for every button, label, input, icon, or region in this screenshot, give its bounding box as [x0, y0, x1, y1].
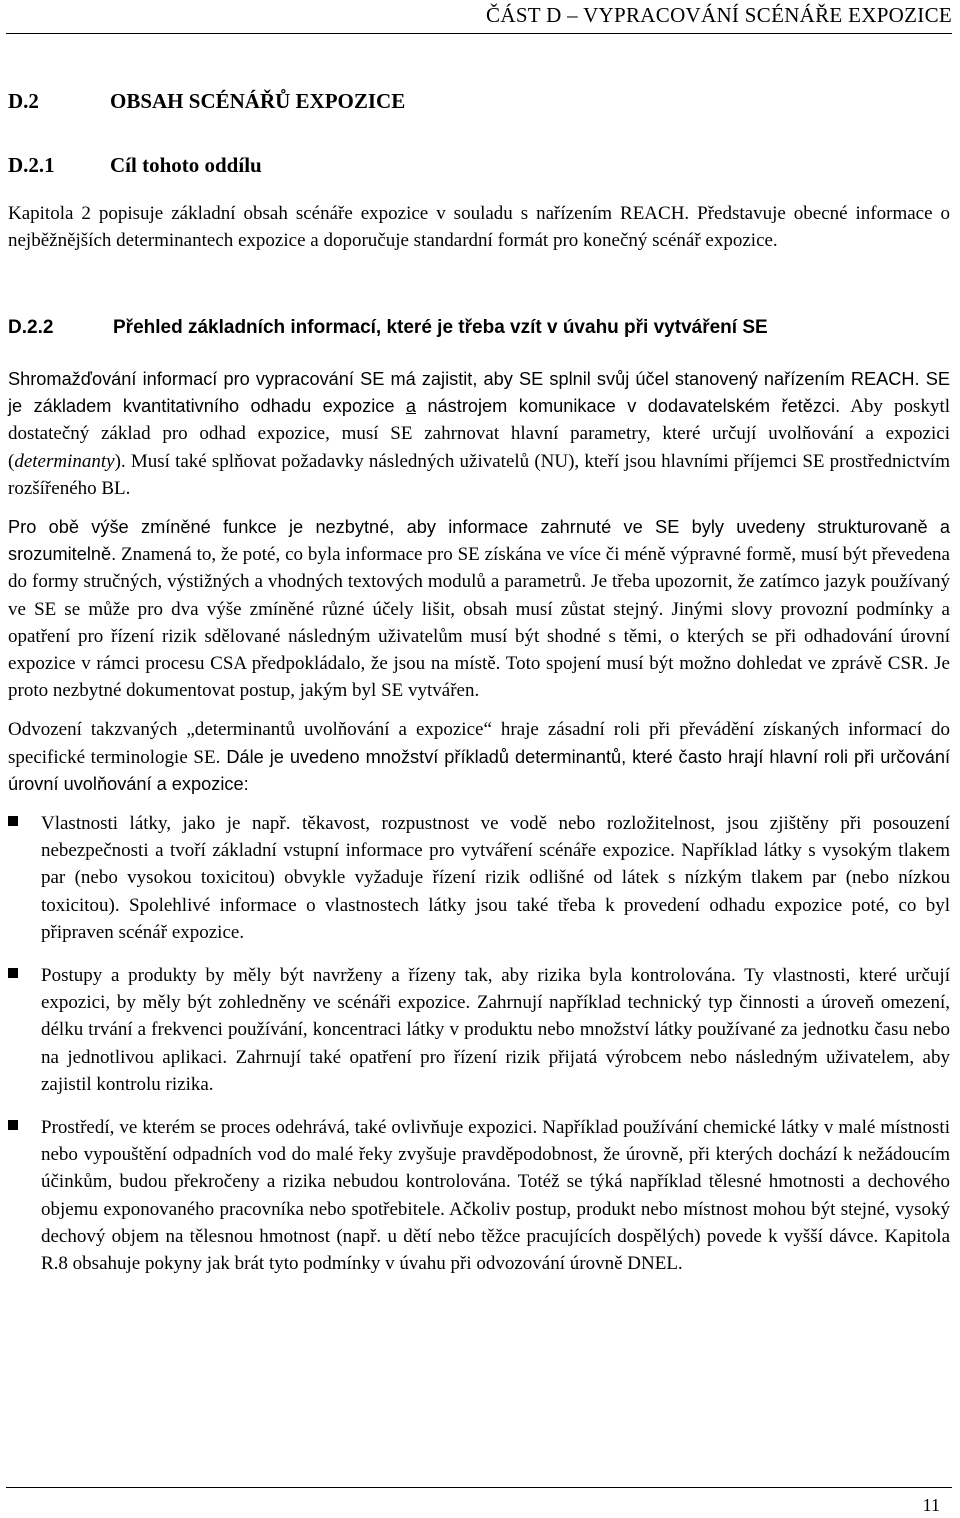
list-item-text: Vlastnosti látky, jako je např. těkavost, rozpustnost ve vodě nebo rozložitelnost, jsou zjištěny při posouzení nebezpečnosti a tvoří základní vstupní informace pro vytváření scénáře expozice. Například látky s vysokým tlakem par (nebo vysokou toxicitou) obvykle vyžaduje řízení rizik odlišné od látek s nízkým tlakem par (nebo nízkou toxicitou). Spolehlivé informace o vlastnostech látky jsou také třeba k provedení odhadu expozice poté, co byl připraven scénář expozice.: [41, 813, 950, 943]
section-number: D.2: [8, 89, 39, 113]
section-title: OBSAH SCÉNÁŘŮ EXPOZICE: [110, 89, 406, 113]
paragraph-text: Znamená to, že poté, co byla informace pro SE získána ve více či méně výpravné formě, musí být převedena do formy stručných, výstižných a vhodných textových modulů a parametrů. Je třeba upozornit, že zatímco jazyk používaný ve SE se může pro dva výše zmíněné různé účely lišit, obsah musí zůstat stejný. Jinými slovy provozní podmínky a opatření pro řízení rizik sdělované následným uživatelům musí být shodné s těmi, o kterých se při odhadování úrovní expozice v rámci procesu CSA předpokládalo, že jsou na místě. Toto spojení musí být možno dohledat ve zprávě CSR. Je proto nezbytné dokumentovat postup, jakým byl SE vytvářen.: [8, 544, 950, 702]
subsection-title: Cíl tohoto oddílu: [110, 153, 262, 177]
section-body: [8, 366, 950, 1293]
square-bullet-icon: [8, 968, 18, 978]
paragraph-structure: [8, 514, 950, 704]
paragraph-determinants: [8, 716, 950, 798]
paragraph-text: nástrojem komunikace v dodavatelském řetězci.: [416, 396, 841, 417]
list-item-text: Prostředí, ve kterém se proces odehrává, také ovlivňuje expozici. Například používání chemické látky v malé místnosti nebo vypouštění odpadních vod do malé řeky zvyšuje pravděpodobnost, že úrovně, při kterých dochází k nežádoucím účinkům, budou překročeny a rizika nebudou kontrolována. Totéž se týká například tělesné hmotnosti a dechového objemu exponovaného pracovníka nebo spotřebitele. Ačkoliv postup, produkt nebo místnost mohou být stejné, vysoký dechový objem na tělesnou hmotnost (např. u dětí nebo těžce pracujících dospělých) povede k vyšší dávce. Kapitola R.8 obsahuje pokyny jak brát tyto podmínky v úvahu při odvozování úrovně DNEL.: [41, 1117, 950, 1275]
running-header: [6, 0, 952, 34]
list-item: [8, 962, 950, 1098]
subsection-heading-goal: [8, 153, 262, 178]
section-heading: [8, 89, 405, 114]
list-item: [8, 1114, 950, 1277]
running-header-title: ČÁST D – VYPRACOVÁNÍ SCÉNÁŘE EXPOZICE: [486, 3, 952, 27]
paragraph-text: Shromažďování informací pro vypracování SE má zajistit, aby SE splnil svůj účel stanovený nařízením REACH. SE je základem kvantitativního odhadu expozice: [8, 369, 950, 417]
underlined-conjunction: a: [405, 396, 417, 417]
page-number: 11: [922, 1495, 940, 1515]
subsection-number: D.2.2: [8, 317, 54, 338]
paragraph-text: Odvození takzvaných „determinantů uvolňování a expozice“ hraje zásadní roli při převádění získaných informací do specifické terminologie SE.: [8, 719, 950, 768]
square-bullet-icon: [8, 816, 18, 826]
paragraph-purpose: [8, 366, 950, 502]
determinants-list: [8, 810, 950, 1277]
paragraph-text: Aby poskytl dostatečný základ pro odhad expozice, musí SE zahrnovat hlavní parametry, které určují uvolňování a expozici (: [8, 396, 951, 472]
subsection-number: D.2.1: [8, 153, 55, 177]
paragraph-text: Pro obě výše zmíněné funkce je nezbytné, aby informace zahrnuté ve SE byly uvedeny strukturovaně a srozumitelně.: [8, 517, 950, 565]
italic-term: determinanty: [14, 450, 115, 472]
subsection-heading-overview: [8, 317, 952, 339]
footer-divider: [6, 1487, 952, 1488]
list-item: [8, 810, 950, 946]
list-item-text: Postupy a produkty by měly být navrženy a řízeny tak, aby rizika byla kontrolována. Ty vlastnosti, které určují expozici, by měly být zohledněny ve scénáři expozice. Zahrnují například technický typ činnosti a úroveň omezení, délku trvání a frekvenci používání, koncentraci látky v produktu nebo množství látky používané za jednotku času nebo na jednotlivou aplikaci. Zahrnují také opatření pro řízení rizik přijatá výrobcem nebo následným uživatelem, aby zajistil kontrolu rizika.: [41, 965, 950, 1095]
subsection-title: Přehled základních informací, které je třeba vzít v úvahu při vytváření SE: [113, 317, 768, 338]
paragraph-text: Dále je uvedeno množství příkladů determinantů, které často hrají hlavní roli při určování úrovní uvolňování a expozice:: [8, 746, 950, 794]
paragraph-text: ). Musí také splňovat požadavky následných uživatelů (NU), kteří jsou hlavními příjemci SE prostřednictvím rozšířeného BL.: [8, 450, 950, 499]
square-bullet-icon: [8, 1120, 18, 1130]
intro-paragraph: Kapitola 2 popisuje základní obsah scénáře expozice v souladu s nařízením REACH. Představuje obecné informace o nejběžnějších determinantech expozice a doporučuje standardní formát pro konečný scénář expozice.: [8, 203, 950, 252]
